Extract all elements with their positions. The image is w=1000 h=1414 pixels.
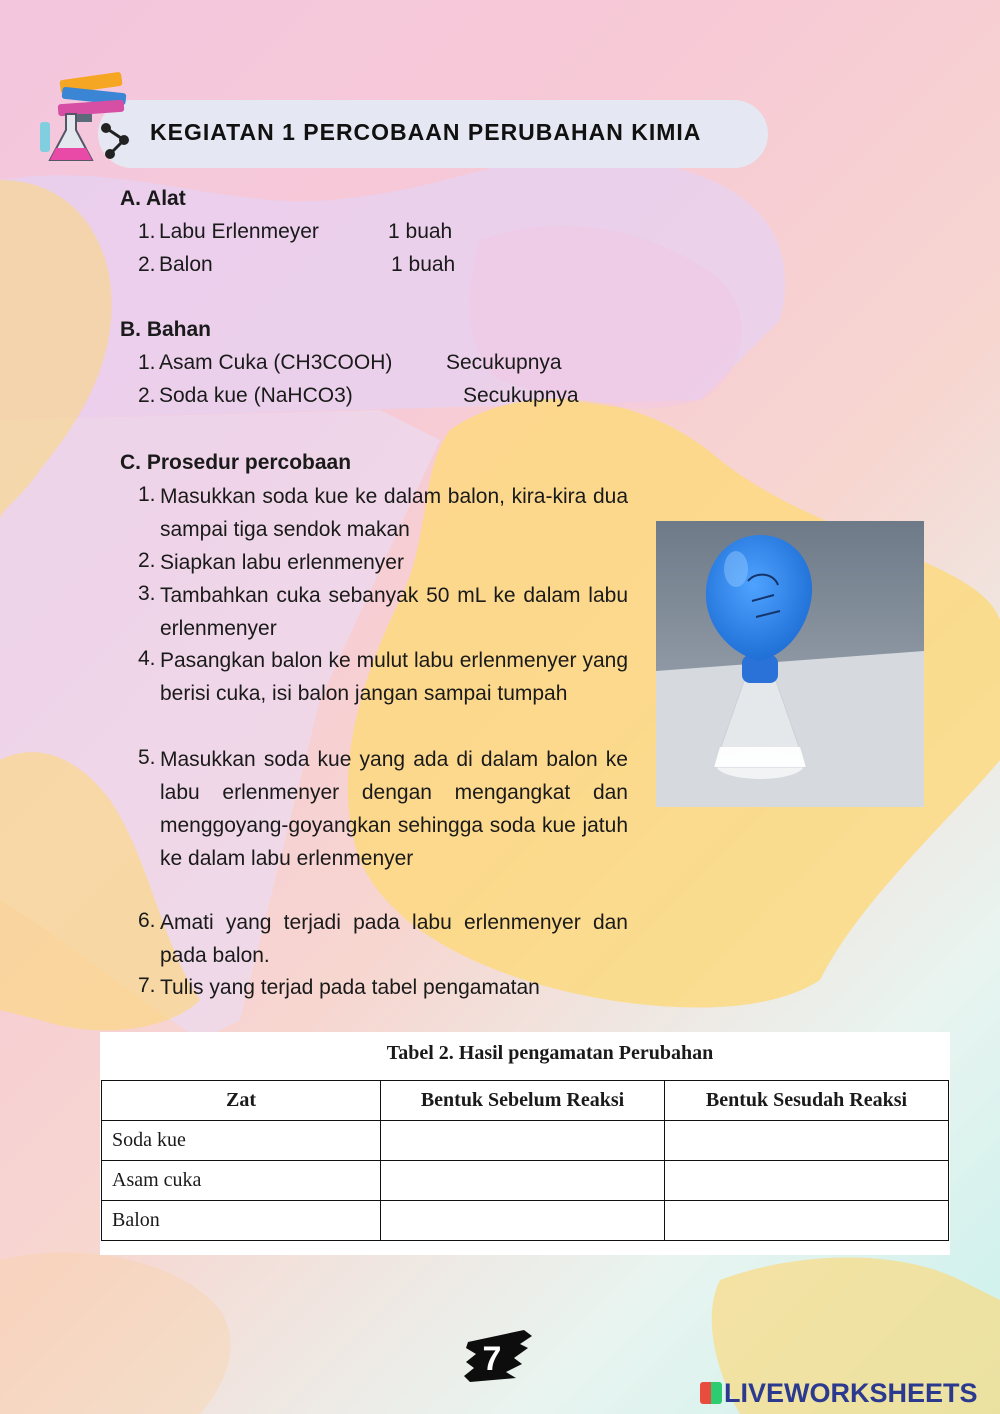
observation-table-panel [100, 1032, 950, 1255]
prosedur-heading: C. Prosedur percobaan [120, 451, 352, 474]
column-header: Bentuk Sesudah Reaksi [665, 1081, 949, 1121]
answer-cell[interactable] [665, 1161, 949, 1201]
liveworksheets-watermark [700, 1378, 978, 1409]
observation-table [101, 1080, 949, 1241]
step-text: Tulis yang terjad pada tabel pengamatan [160, 976, 540, 999]
bahan-item-name: Soda kue (NaHCO3) [159, 384, 353, 407]
table-row [102, 1161, 949, 1201]
step-number: 2. [138, 549, 156, 572]
bahan-item-name: Asam Cuka (CH3COOH) [159, 351, 393, 374]
bahan-item-qty: Secukupnya [463, 384, 579, 407]
step-number: 6. [138, 909, 156, 932]
answer-cell[interactable] [665, 1121, 949, 1161]
table-title: Tabel 2. Hasil pengamatan Perubahan [386, 1042, 714, 1064]
answer-cell[interactable] [381, 1161, 665, 1201]
bahan-heading: B. Bahan [120, 318, 212, 341]
table-row [102, 1121, 949, 1161]
alat-item-number: 1. [138, 220, 156, 243]
table-cell: Soda kue [102, 1121, 381, 1161]
column-header: Zat [102, 1081, 381, 1121]
page-title: KEGIATAN 1 PERCOBAAN PERUBAHAN KIMIA [150, 119, 702, 145]
bahan-item-number: 2. [138, 384, 156, 407]
alat-item-number: 2. [138, 253, 156, 276]
step-number: 5. [138, 746, 156, 769]
answer-cell[interactable] [381, 1201, 665, 1241]
chemistry-books-icon [22, 70, 142, 170]
step-text: Amati yang terjadi pada labu erlenmenyer dan pada balon. [160, 911, 628, 967]
step-text: Masukkan soda kue yang ada di dalam balon ke labu erlenmenyer dengan mengangkat dan menggoyang-goyangkan sehingga soda kue jatuh ke dalam labu erlenmenyer [160, 748, 628, 870]
watermark-text: LIVEWORKSHEETS [724, 1378, 978, 1408]
alat-item-qty: 1 buah [388, 220, 453, 243]
step-number: 3. [138, 582, 156, 605]
alat-heading: A. Alat [120, 187, 186, 210]
answer-cell[interactable] [381, 1121, 665, 1161]
balloon-flask-photo [656, 521, 924, 807]
answer-cell[interactable] [665, 1201, 949, 1241]
column-header: Bentuk Sebelum Reaksi [381, 1081, 665, 1121]
step-number: 4. [138, 647, 156, 670]
table-cell: Balon [102, 1201, 381, 1241]
bahan-item-qty: Secukupnya [446, 351, 562, 374]
step-text: Pasangkan balon ke mulut labu erlenmenyer yang berisi cuka, isi balon jangan sampai tumpah [160, 649, 628, 705]
step-number: 7. [138, 974, 156, 997]
bahan-item-number: 1. [138, 351, 156, 374]
step-text: Tambahkan cuka sebanyak 50 mL ke dalam labu erlenmenyer [160, 584, 628, 640]
alat-item-name: Labu Erlenmeyer [159, 220, 319, 243]
step-number: 1. [138, 483, 156, 506]
table-header-row [102, 1081, 949, 1121]
liveworksheets-logo-icon [700, 1382, 722, 1404]
step-text: Masukkan soda kue ke dalam balon, kira-kira dua sampai tiga sendok makan [160, 485, 628, 541]
step-text: Siapkan labu erlenmenyer [160, 551, 404, 574]
page-number-badge [462, 1328, 534, 1384]
page-number: 7 [482, 1340, 502, 1378]
table-cell: Asam cuka [102, 1161, 381, 1201]
alat-item-qty: 1 buah [391, 253, 456, 276]
alat-item-name: Balon [159, 253, 213, 276]
table-row [102, 1201, 949, 1241]
